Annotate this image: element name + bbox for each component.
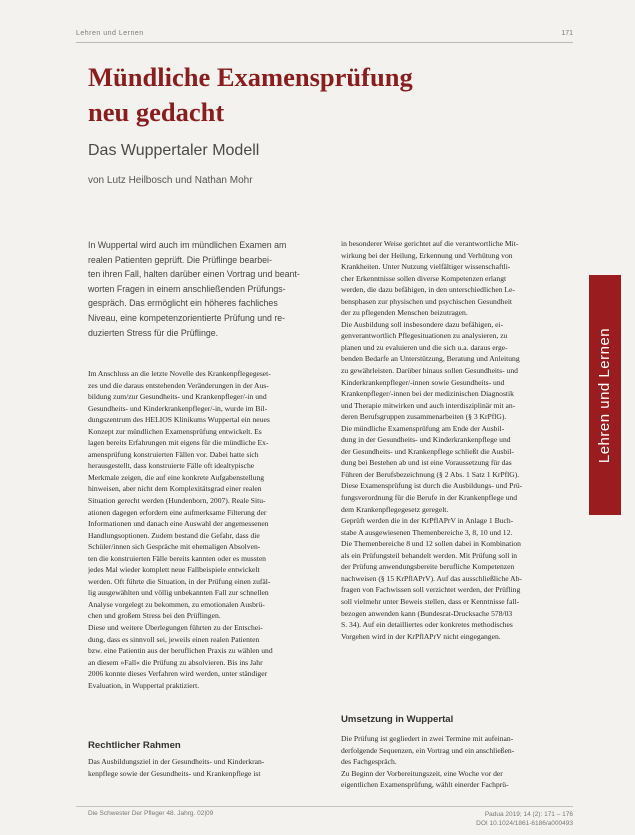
footer-divider [76, 806, 573, 807]
section-side-tab-label: Lehren und Lernen [596, 327, 614, 463]
running-header-page-number: 171 [561, 30, 573, 37]
body-right-line: Krankheiten. Unter Nutzung vielfältiger wissenschaftli- [341, 262, 511, 272]
body-left-line: Informationen und danach eine Auswahl der angemessenen [88, 519, 269, 529]
body-left-line: herausgestellt, dass konstruierte Fälle oft idealtypische [88, 461, 255, 471]
body-left-line: bildung zum/zur Gesundheits- und Krankenpfleger/-in und [88, 392, 267, 402]
body-left-line: ationen dagegen erfordern eine aufmerksame Filterung der [88, 507, 267, 517]
section-side-tab-label-wrap [589, 275, 621, 515]
body-left-line: Konzept zur mündlichen Examensprüfung entwickelt. Es [88, 426, 262, 436]
body-right-line: als ein Prüfungsteil behandelt werden. Mit Prüfung soll in [341, 550, 518, 560]
body-left-cont-line: Das Ausbildungsziel in der Gesundheits- und Kinderkran- [88, 757, 265, 766]
body-right-line: Vorgehen wird in der KrPflAPrV nicht eingegangen. [341, 631, 501, 641]
body-left-line: ten die konstruierten Fälle bereits kannten oder es mussten [88, 553, 266, 563]
body-right-line: planen und zu evaluieren und die sich u.a. daraus erge- [341, 342, 508, 352]
section-heading-legal-framework: Rechtlicher Rahmen [88, 740, 181, 751]
body-right-cont-line: Die Prüfung ist gegliedert in zwei Termine mit aufeinan- [341, 734, 514, 743]
footer-citation [476, 810, 573, 828]
body-right-line: Die Ausbildung soll insbesondere dazu befähigen, ei- [341, 319, 504, 329]
body-right-line: nachweisen (§ 15 KrPflAPrV). Auf das ausschließliche Ab- [341, 573, 522, 583]
body-left-line: jedes Mal wieder komplett neue Fallbeispiele entwickelt [88, 565, 260, 575]
body-right-line: Diese Examensprüfung ist durch die Ausbildungs- und Prü- [341, 481, 523, 491]
body-column-left [88, 368, 334, 691]
body-right-cont-line: derfolgende Sequenzen, ein Vortrag und ein anschließen- [341, 745, 515, 755]
body-left-line: chen und großem Stress bei den Prüflingen. [88, 611, 221, 621]
body-right-line: deren Berufsgruppen zusammenarbeiten (§ 3 KrPflG). [341, 412, 507, 422]
body-left-line: Handlungsoptionen. Zudem bestand die Gefahr, dass die [88, 530, 260, 540]
body-right-line: in besonderer Weise gerichtet auf die verantwortliche Mit- [341, 239, 519, 248]
body-right-line: Die Themenbereiche 8 und 12 sollen dabei in Kombination [341, 539, 521, 549]
body-column-right [341, 238, 563, 642]
body-right-cont-line: des Fachgespräch. [341, 757, 397, 767]
running-header-section: Lehren und Lernen [76, 30, 144, 37]
article-lead [88, 238, 334, 340]
body-right-line: Die mündliche Examensprüfung am Ende der Ausbil- [341, 423, 505, 433]
body-right-line: zu gewährleisten. Darüber hinaus sollen Gesundheits- und [341, 366, 518, 376]
article-title-line-2: neu gedacht [88, 97, 225, 127]
lead-line: gespräch. Das ermöglicht ein höheres fachliches [88, 298, 278, 309]
body-right-line: cher Erkenntnisse sollen diverse Kompetenzen erlangt [341, 273, 507, 283]
section-heading-implementation: Umsetzung in Wuppertal [341, 714, 454, 725]
body-right-line: genverantwortlich Pflegesituationen zu analysieren, zu [341, 331, 508, 341]
footer-journal-info: Die Schwester Der Pfleger 48. Jahrg. 02|09 [88, 810, 214, 817]
body-right-line: stabe A ausgewiesenen Themenbereiche 3, 8, 10 und 12. [341, 527, 513, 537]
body-left-line: bzw. eine Patientin aus der beruflichen Praxis zu wählen und [88, 646, 273, 656]
body-left-line: dungszentrum des HELIOS Klinikums Wuppertal ein neues [88, 415, 270, 425]
body-right-line: soll vielmehr unter Beweis stellen, dass er Kenntnisse fall- [341, 596, 520, 606]
body-right-line: dung bei Bestehen ab und ist eine Voraussetzung für das [341, 458, 512, 468]
body-right-line: der Gesundheits- und Krankenpflege schließt die Ausbil- [341, 446, 514, 456]
body-right-line: benden Bedarfe an Unterstützung, Beratung und Anleitung [341, 354, 520, 364]
header-divider [76, 42, 573, 43]
body-left-line: lagen bereits Erfahrungen mit eigens für die mündliche Ex- [88, 438, 269, 448]
body-right-line: fungsverordnung für die Berufe in der Krankenpflege und [341, 493, 518, 503]
footer-citation-line-2: DOI 10.1024/1861-6186/a000493 [476, 820, 573, 827]
body-left-line: Schüler/innen sich Gespräche mit ehemaligen Absolven- [88, 542, 261, 552]
body-right-line: werden, die dazu befähigen, in den unterschiedlichen Le- [341, 285, 515, 295]
article-authors: von Lutz Heilbosch und Nathan Mohr [88, 175, 253, 186]
body-column-left-continued [88, 756, 334, 779]
article-title [88, 60, 508, 130]
lead-line: Niveau, eine kompetenzorientierte Prüfung und re- [88, 312, 286, 323]
body-left-cont-line: kenpflege sowie der Gesundheits- und Krankenpflege ist [88, 768, 261, 778]
lead-line: ten ihren Fall, halten darüber einen Vortrag und beant- [88, 269, 300, 280]
body-right-line: der zu pflegenden Menschen beizutragen. [341, 308, 468, 318]
body-right-line: dung in der Gesundheits- und Kinderkrankenpflege und [341, 435, 511, 445]
body-left-line: lig ausgewählten und völlig unbekannten Fall zur schnellen [88, 588, 269, 598]
lead-line: realen Patienten geprüft. Die Prüflinge bearbei- [88, 254, 272, 265]
body-left-line: zes und die daraus entstehenden Veränderungen in der Aus- [88, 380, 269, 390]
body-right-cont-line: eigentlichen Examensprüfung, wählt einerder Fachprü- [341, 780, 509, 790]
body-right-line: Krankenpfleger/-innen bei der medizinischen Diagnostik [341, 389, 514, 399]
body-left-line: an diesem »Fall« die Prüfung zu absolvieren. Bis ins Jahr [88, 657, 263, 667]
body-left-line: Situation gerecht werden (Hundenborn, 2007). Reale Situ- [88, 496, 266, 506]
lead-line: duzierten Stress für die Prüflinge. [88, 327, 219, 338]
lead-line: In Wuppertal wird auch im mündlichen Examen am [88, 240, 287, 250]
body-right-cont-line: Zu Beginn der Vorbereitungszeit, eine Woche vor der [341, 768, 503, 778]
body-left-line: Im Anschluss an die letzte Novelle des Krankenpflegegeset- [88, 369, 271, 378]
body-left-line: amensprüfung konstruierten Fällen vor. Dabei hatte sich [88, 449, 259, 459]
body-right-line: fragen von Fachwissen soll verzichtet werden, der Prüfling [341, 585, 521, 595]
body-right-line: der Prüfung anwendungsbereite berufliche Kompetenzen [341, 562, 515, 572]
body-right-line: Kinderkrankenpfleger/-innen sowie Gesundheits- und [341, 377, 505, 387]
body-left-line: Analyse vorgelegt zu bekommen, zu emotionalen Ausbrü- [88, 599, 265, 609]
body-right-line: dem Krankenpflegegesetz geregelt. [341, 504, 449, 514]
article-subtitle: Das Wuppertaler Modell [88, 142, 260, 159]
body-left-line: Merkmale zeigen, die auf eine konkrete Aufgabenstellung [88, 472, 265, 482]
body-left-line: Gesundheits- und Kinderkrankenpfleger/-in, wurde im Bil- [88, 403, 268, 413]
body-left-line: werden. Oft führte die Situation, in der Prüfung einen zufäl- [88, 576, 271, 586]
body-right-line: Geprüft werden die in der KrPflAPrV in Anlage 1 Buch- [341, 516, 514, 526]
body-left-line: Diese und weitere Überlegungen führten zu der Entschei- [88, 623, 263, 633]
body-right-line: und Therapie mitwirken und auch interdisziplinär mit an- [341, 400, 516, 410]
body-left-line: dung, dass es sinnvoll sei, jeweils einen realen Patienten [88, 634, 260, 644]
body-right-line: Führen der Berufsbezeichnung (§ 2 Abs. 1 Satz 1 KrPflG). [341, 469, 520, 479]
body-left-line: Evaluation, in Wuppertal praktiziert. [88, 680, 200, 690]
body-left-line: 2006 konnte dieses Verfahren wird werden, unter ständiger [88, 669, 268, 679]
body-right-line: bensphasen zur physischen und psychischen Gesundheit [341, 296, 513, 306]
footer-citation-line-1: Padua 2019; 14 (2): 171 – 176 [484, 811, 573, 818]
body-left-line: hinweisen, aber nicht dem Komplexitätsgrad einer realen [88, 484, 262, 494]
body-right-line: bezogen anwenden kann (Bundesrat-Drucksache 578/03 [341, 608, 513, 618]
body-right-line: S. 34). Auf ein detailliertes oder konkretes methodisches [341, 620, 513, 630]
body-right-line: wirkung bei der Heilung, Erkennung und Verhütung von [341, 250, 513, 260]
lead-line: worten Fragen in einem anschließenden Prüfungs- [88, 283, 286, 294]
body-column-right-continued [341, 733, 563, 791]
article-title-line-1: Mündliche Examensprüfung [88, 62, 413, 92]
